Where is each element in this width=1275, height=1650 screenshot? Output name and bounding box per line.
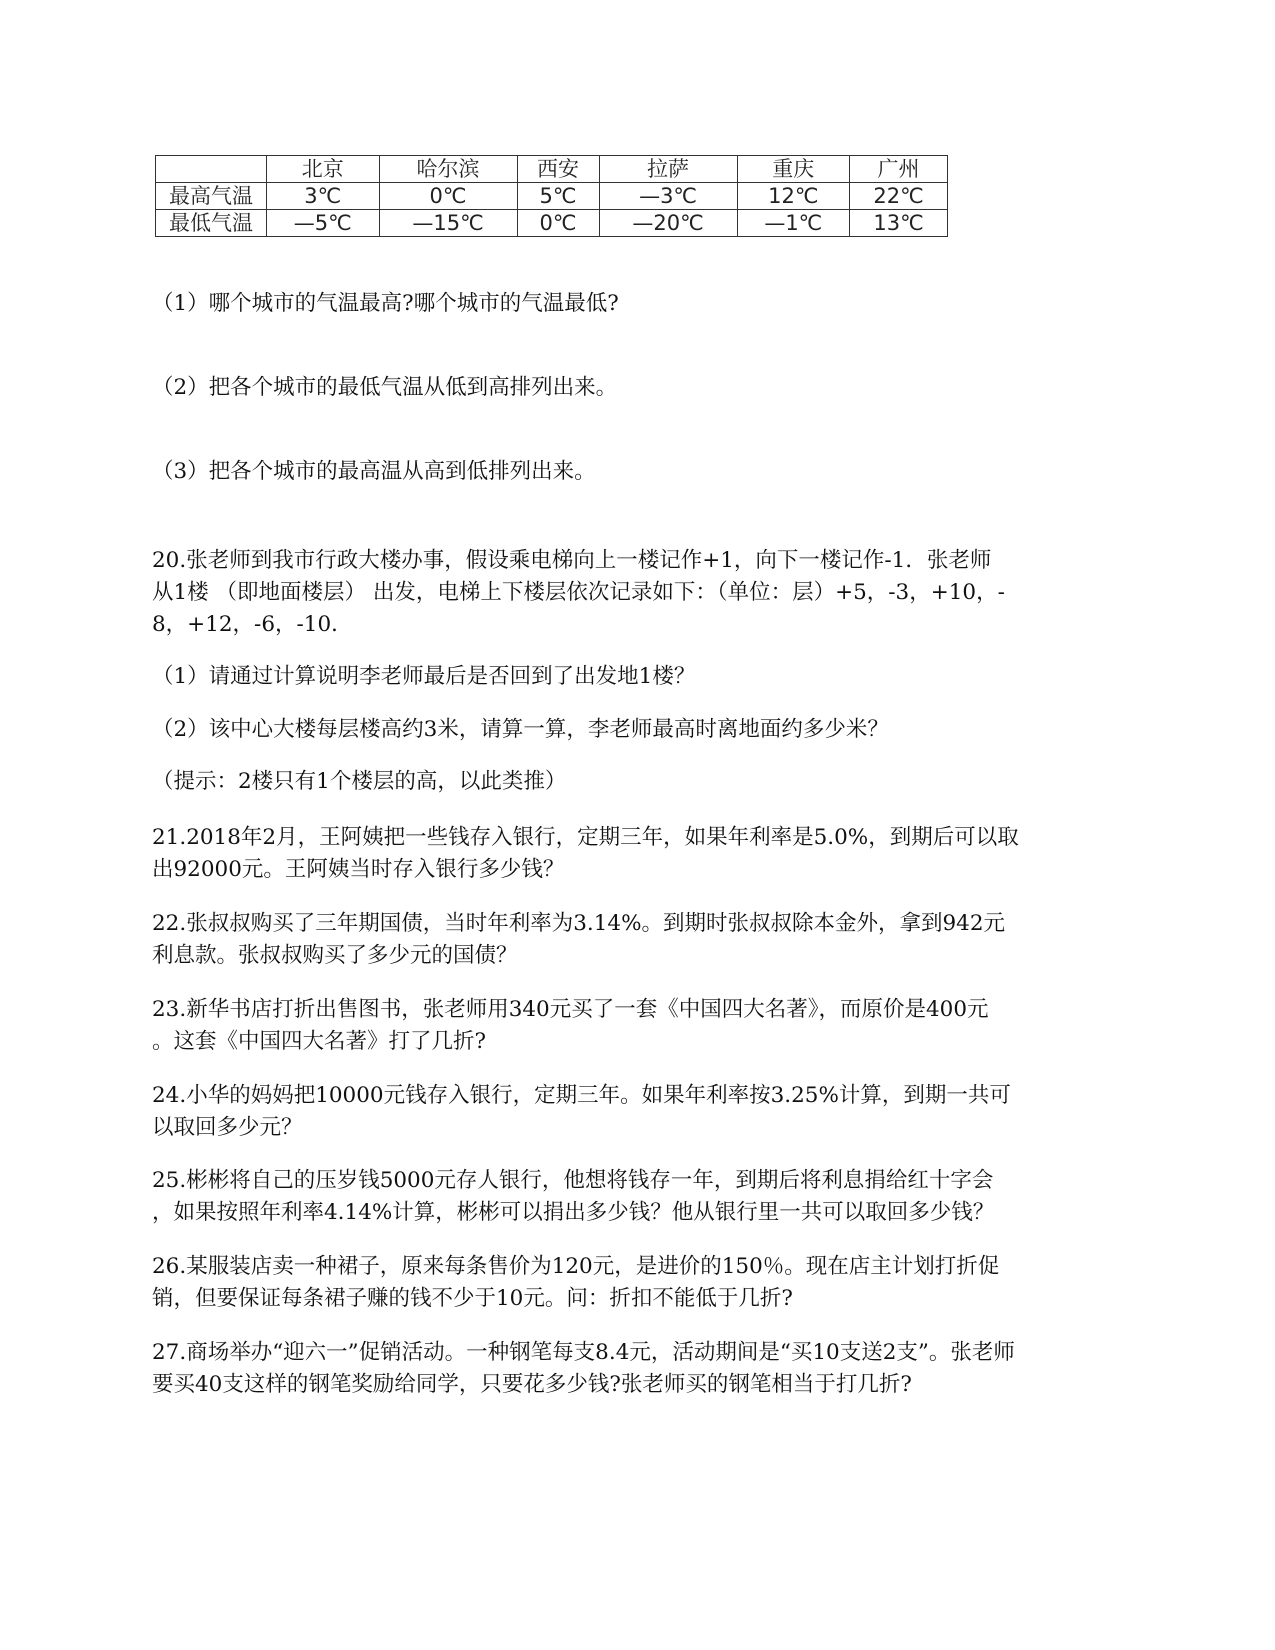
table-cell: —3℃ bbox=[599, 183, 737, 210]
q20-line1: 20.张老师到我市行政大楼办事，假设乘电梯向上一楼记作+1，向下一楼记作-1．张老师 bbox=[152, 548, 992, 573]
table-corner-cell bbox=[156, 156, 267, 183]
q27-line2: 要买40支这样的钢笔奖励给同学，只要花多少钱?张老师买的钢笔相当于打几折? bbox=[152, 1372, 912, 1397]
city-header: 广州 bbox=[850, 156, 948, 183]
q21-line2: 出92000元。王阿姨当时存入银行多少钱？ bbox=[152, 857, 565, 882]
q24-line1: 24.小华的妈妈把10000元钱存入银行，定期三年。如果年利率按3.25%计算，到期一共可 bbox=[152, 1083, 1011, 1108]
city-header: 拉萨 bbox=[599, 156, 737, 183]
q19-sub1: （1）哪个城市的气温最高?哪个城市的气温最低? bbox=[152, 291, 619, 316]
q25-line2: ，如果按照年利率4.14%计算，彬彬可以捐出多少钱？他从银行里一共可以取回多少钱？ bbox=[152, 1200, 995, 1225]
q25-line1: 25.彬彬将自己的压岁钱5000元存人银行，他想将钱存一年，到期后将利息捐给红十字会 bbox=[152, 1168, 994, 1193]
q20-line2: 从1楼 （即地面楼层） 出发，电梯上下楼层依次记录如下：（单位：层）+5，-3，+10，- bbox=[152, 580, 1005, 605]
q21-line1: 21.2018年2月，王阿姨把一些钱存入银行，定期三年，如果年利率是5.0%，到期后可以取 bbox=[152, 825, 1019, 850]
q23-line2: 。这套《中国四大名著》打了几折? bbox=[152, 1029, 487, 1054]
q26-line1: 26.某服装店卖一种裙子，原来每条售价为120元，是进价的150％。现在店主计划打折促 bbox=[152, 1254, 1000, 1279]
table-cell: 3℃ bbox=[267, 183, 380, 210]
q24-line2: 以取回多少元？ bbox=[152, 1115, 303, 1140]
q19-sub2: （2）把各个城市的最低气温从低到高排列出来。 bbox=[152, 375, 618, 400]
q20-hint: （提示：2楼只有1个楼层的高，以此类推） bbox=[152, 769, 567, 794]
q20-sub1: （1）请通过计算说明李老师最后是否回到了出发地1楼？ bbox=[152, 664, 696, 689]
table-cell: —20℃ bbox=[599, 210, 737, 237]
city-header: 西安 bbox=[517, 156, 599, 183]
q20-line3: 8，+12，-6，-10． bbox=[152, 612, 353, 637]
q19-sub3: （3）把各个城市的最高温从高到低排列出来。 bbox=[152, 459, 596, 484]
table-row bbox=[156, 183, 948, 210]
q27-line1: 27.商场举办“迎六一”促销活动。一种钢笔每支8.4元，活动期间是“买10支送2支”。张老师 bbox=[152, 1340, 1015, 1365]
table-cell: —5℃ bbox=[267, 210, 380, 237]
q26-line2: 销，但要保证每条裙子赚的钱不少于10元。问：折扣不能低于几折? bbox=[152, 1286, 793, 1311]
q22-line2: 利息款。张叔叔购买了多少元的国债？ bbox=[152, 943, 518, 968]
table-cell: 0℃ bbox=[379, 183, 517, 210]
table-cell: —1℃ bbox=[737, 210, 850, 237]
city-header: 哈尔滨 bbox=[379, 156, 517, 183]
q23-line1: 23.新华书店打折出售图书，张老师用340元买了一套《中国四大名著》，而原价是400元 bbox=[152, 997, 989, 1022]
city-header: 北京 bbox=[267, 156, 380, 183]
table-row bbox=[156, 210, 948, 237]
table-cell: —15℃ bbox=[379, 210, 517, 237]
table-cell: 12℃ bbox=[737, 183, 850, 210]
row-label: 最高气温 bbox=[156, 183, 267, 210]
table-cell: 22℃ bbox=[850, 183, 948, 210]
table-cell: 0℃ bbox=[517, 210, 599, 237]
temperature-table bbox=[155, 155, 948, 237]
q22-line1: 22.张叔叔购买了三年期国债，当时年利率为3.14%。到期时张叔叔除本金外，拿到942元 bbox=[152, 911, 1006, 936]
q20-sub2: （2）该中心大楼每层楼高约3米，请算一算，李老师最高时离地面约多少米？ bbox=[152, 717, 889, 742]
table-header-row bbox=[156, 156, 948, 183]
city-header: 重庆 bbox=[737, 156, 850, 183]
row-label: 最低气温 bbox=[156, 210, 267, 237]
table-cell: 13℃ bbox=[850, 210, 948, 237]
table-cell: 5℃ bbox=[517, 183, 599, 210]
